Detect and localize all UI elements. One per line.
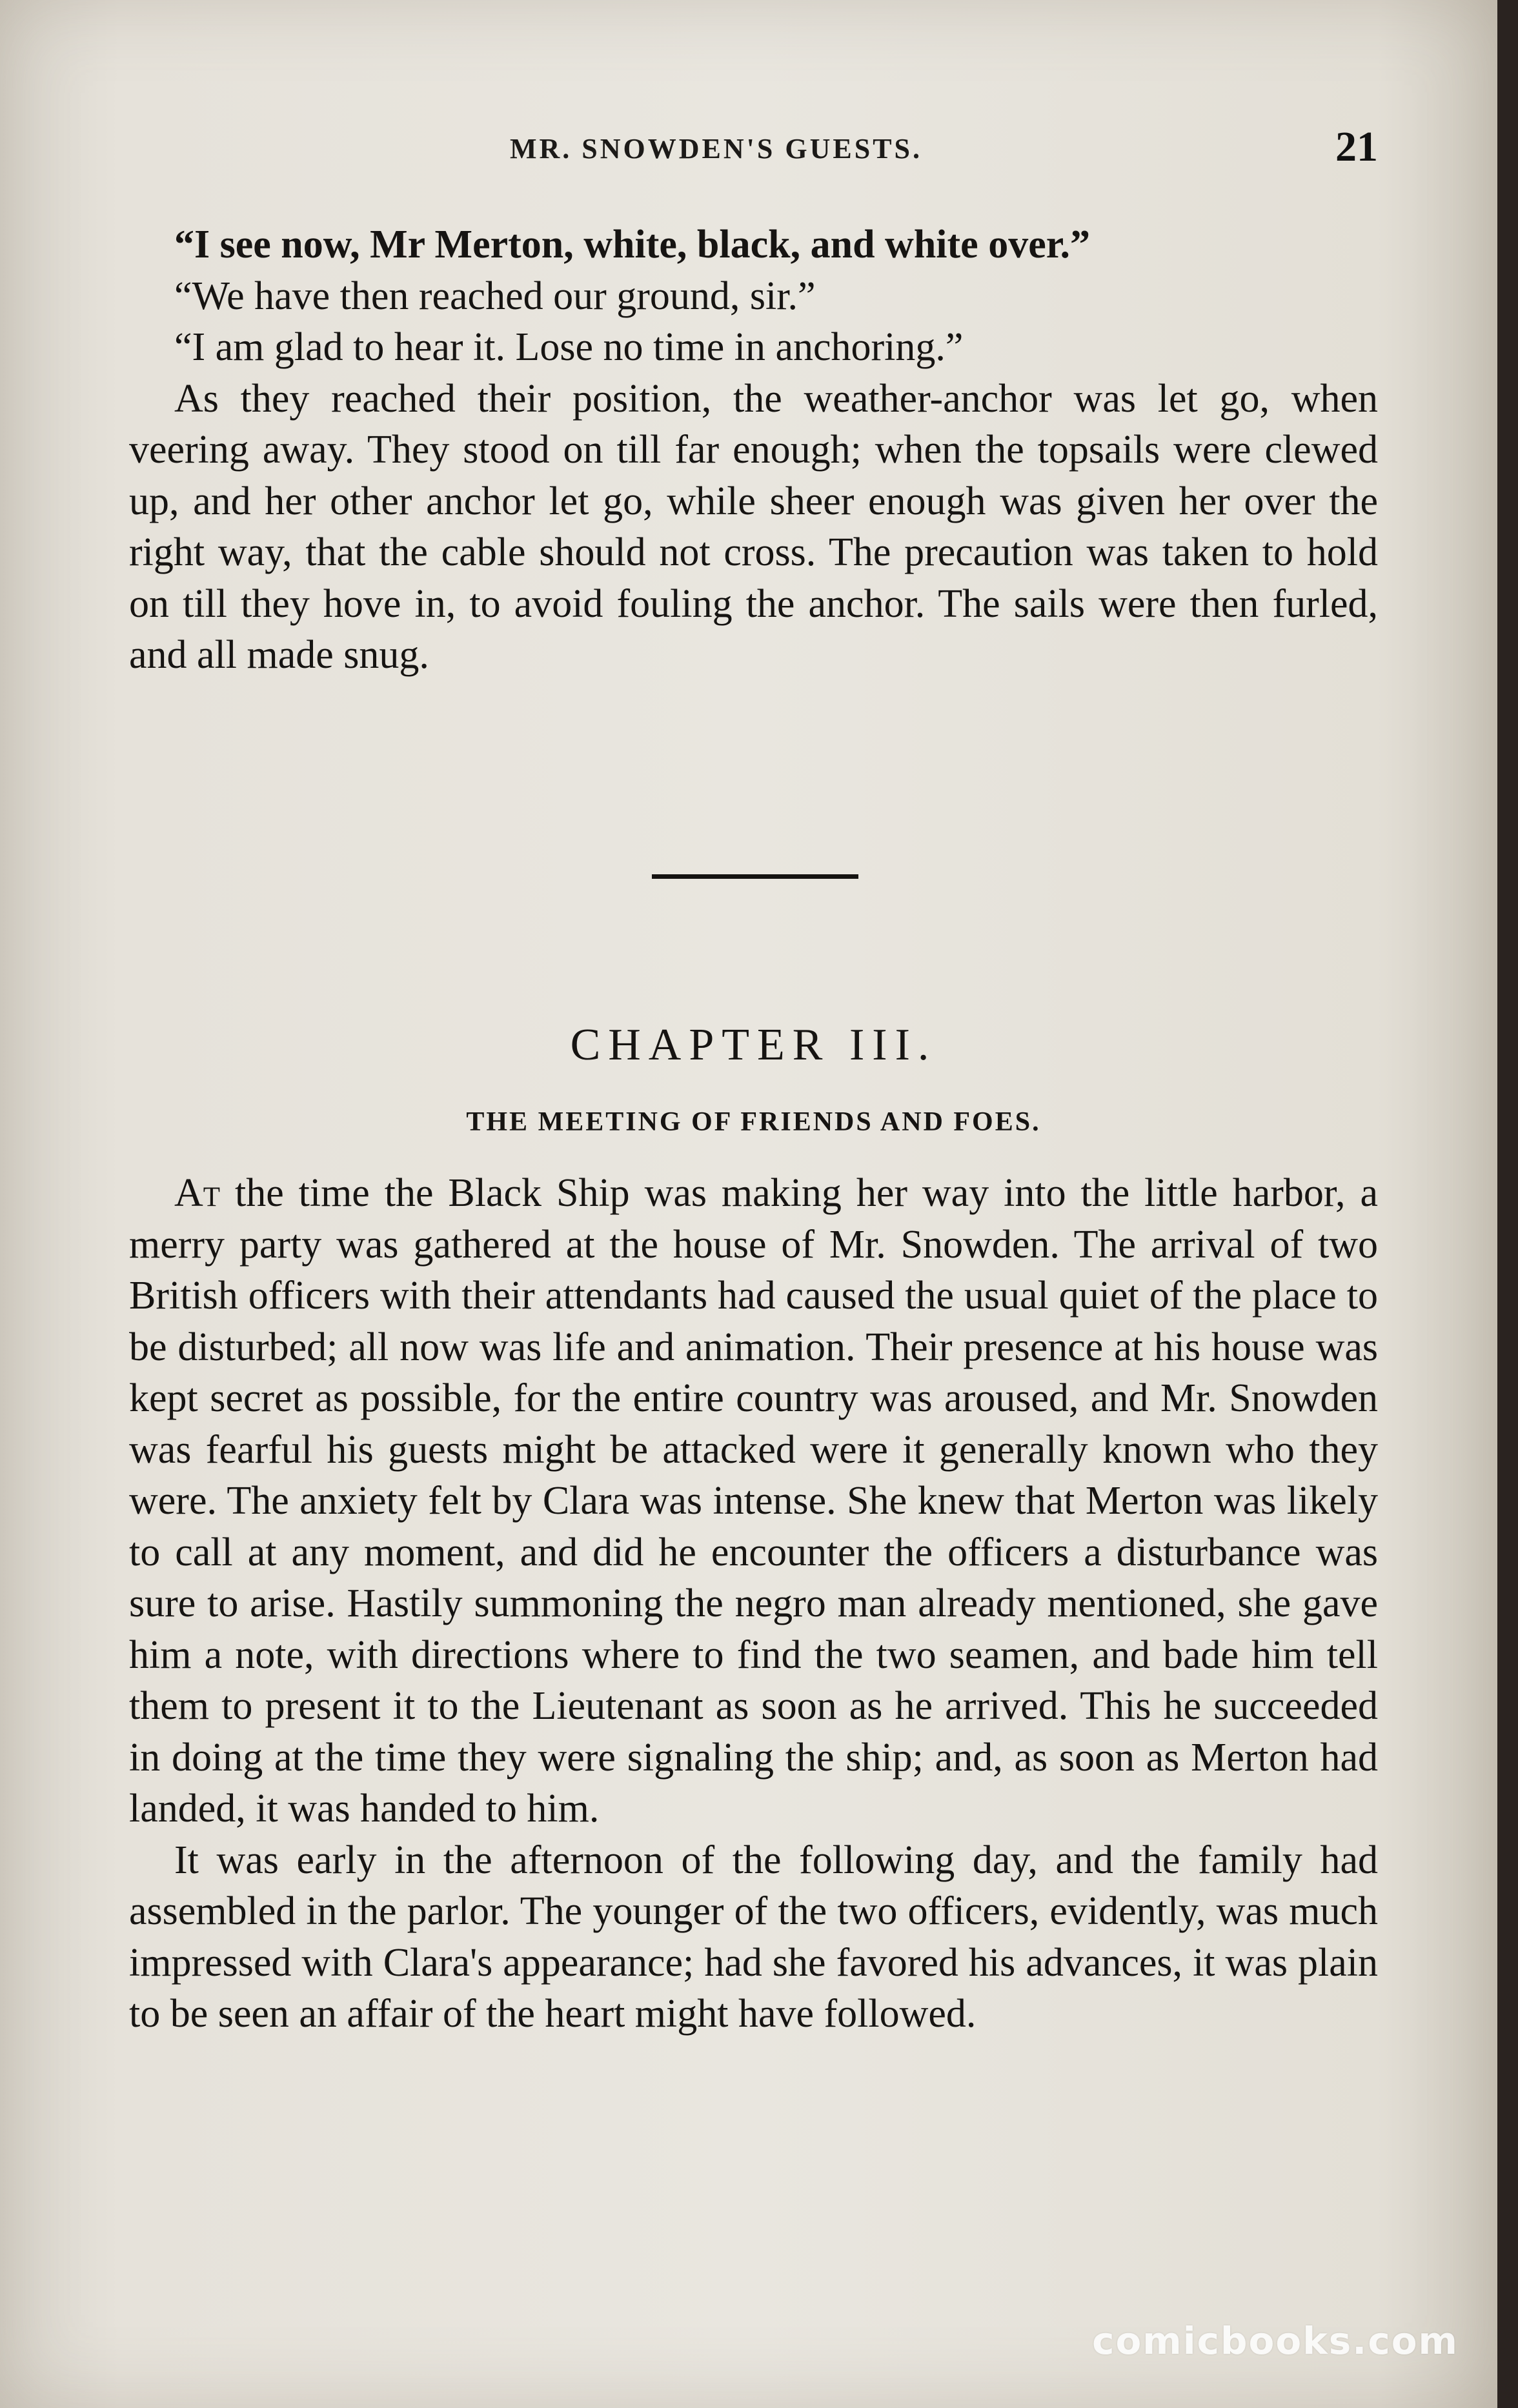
paragraph-lead: At [174, 1171, 221, 1215]
section-divider [652, 874, 858, 879]
dialogue-line: “We have then reached our ground, sir.” [174, 274, 816, 318]
page-header [129, 119, 1378, 177]
body-paragraph: It was early in the afternoon of the following day, and the family had assembled in the parlor. The younger of the two officers, evidently, was much impressed with Clara's appearance; had she favored his advances, it was plain to be seen an affair of the heart might have followed. [129, 1838, 1378, 2036]
dialogue-line: “I see now, Mr Merton, white, black, and white over.” [174, 223, 1091, 266]
body-paragraph: As they reached their position, the weather-anchor was let go, when veering away. They stood on till far enough; when the topsails were clewed up, and her other anchor let go, while sheer enough was given her over the right way, that the cable should not cross. The precaution was taken to hold on till they hove in, to avoid fouling the anchor. The sails were then furled, and all made snug. [129, 376, 1378, 677]
page-number: 21 [1335, 123, 1378, 170]
chapter-title: CHAPTER III. [570, 1020, 937, 1070]
paragraph-text: the time the Black Ship was making her way into the little harbor, a merry party was gathered at the house of Mr. Snowden. The arrival of two British officers with their attendants had caused the usual quiet of the place to be disturbed; all now was life and animation. Their presence at his house was kept secret as possible, for the entire country was aroused, and Mr. Snowden was fearful his guests might be attacked were it generally known who they were. The anxiety felt by Clara was intense. She knew that Merton was likely to call at any moment, and did he encounter the officers a disturbance was sure to arise. Hastily summoning the negro man already mentioned, she gave him a note, with directions where to find the two seamen, and bade him tell them to present it to the Lieutenant as soon as he arrived. This he succeeded in doing at the time they were signaling the ship; and, as soon as Merton had landed, it was handed to him. [129, 1171, 1378, 1831]
chapter-body [129, 1168, 1378, 2040]
chapter-end-text [129, 219, 1378, 681]
running-head: MR. SNOWDEN'S GUESTS. [510, 133, 923, 165]
chapter-subtitle: THE MEETING OF FRIENDS AND FOES. [466, 1107, 1041, 1137]
dialogue-line: “I am glad to hear it. Lose no time in anchoring.” [174, 325, 964, 369]
watermark: comicbooks.com [1092, 2319, 1459, 2363]
body-paragraph [129, 1168, 1378, 1835]
book-spine-edge [1497, 0, 1518, 2408]
